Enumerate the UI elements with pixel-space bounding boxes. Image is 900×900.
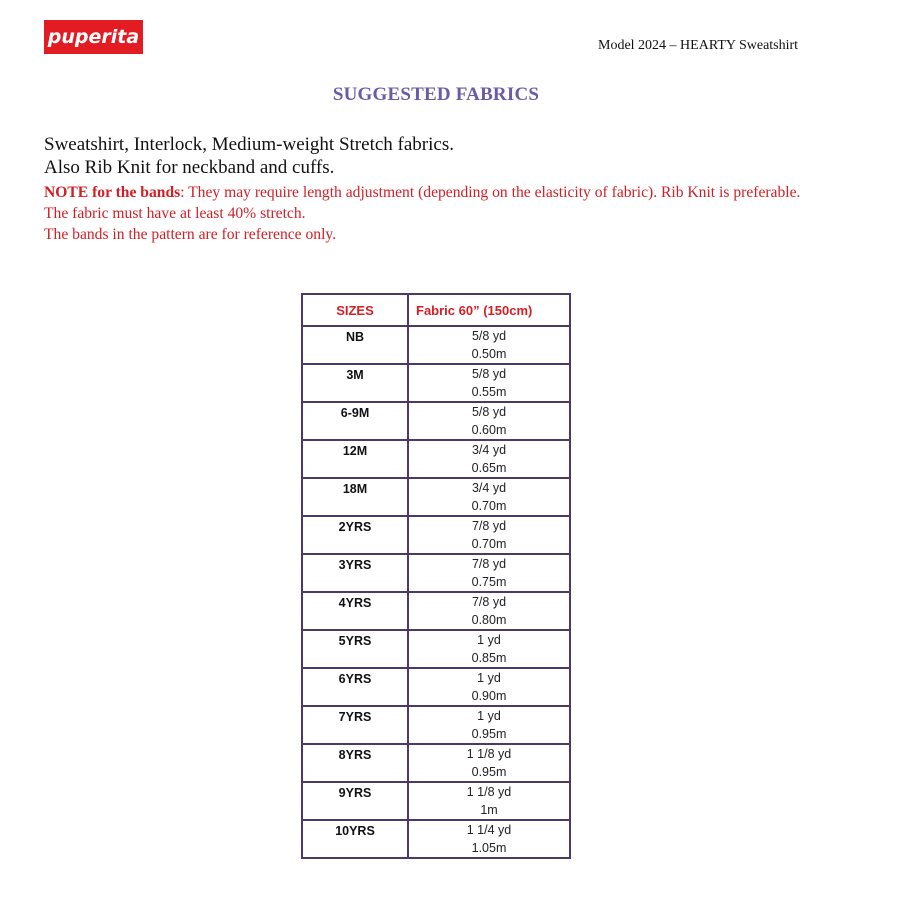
fabric-amount-cell bbox=[408, 554, 570, 592]
size-cell: 5YRS bbox=[302, 630, 408, 668]
size-cell: 6YRS bbox=[302, 668, 408, 706]
fabric-amount-cell bbox=[408, 592, 570, 630]
metric-value: 0.90m bbox=[471, 689, 507, 703]
yardage-value: 1 yd bbox=[477, 633, 501, 647]
metric-value: 0.70m bbox=[471, 499, 507, 513]
metric-value: 0.75m bbox=[471, 575, 507, 589]
table-row bbox=[302, 402, 570, 440]
fabric-amount-cell bbox=[408, 326, 570, 364]
metric-value: 0.95m bbox=[471, 765, 507, 779]
table-row bbox=[302, 592, 570, 630]
yardage-value: 5/8 yd bbox=[471, 329, 507, 343]
note-text: : They may require length adjustment (depending on the elasticity of fabric). Rib Knit is preferable. The fabric must have at least 40% stretch. bbox=[44, 184, 801, 222]
size-cell: 18M bbox=[302, 478, 408, 516]
fabric-amount-cell bbox=[408, 744, 570, 782]
table-row bbox=[302, 744, 570, 782]
note-label: NOTE for the bands bbox=[44, 184, 181, 201]
yardage-value: 3/4 yd bbox=[471, 481, 507, 495]
metric-value: 1m bbox=[480, 803, 498, 817]
size-cell: 12M bbox=[302, 440, 408, 478]
bands-note bbox=[44, 182, 824, 245]
fabric-amount-cell bbox=[408, 364, 570, 402]
yardage-value: 5/8 yd bbox=[471, 367, 507, 381]
size-cell: 9YRS bbox=[302, 782, 408, 820]
fabric-amount-cell bbox=[408, 440, 570, 478]
table-row bbox=[302, 554, 570, 592]
yardage-value: 5/8 yd bbox=[471, 405, 507, 419]
size-cell: 7YRS bbox=[302, 706, 408, 744]
table-row bbox=[302, 478, 570, 516]
fabric-amount-cell bbox=[408, 630, 570, 668]
table-header-row bbox=[302, 294, 570, 326]
table-row bbox=[302, 630, 570, 668]
table-row bbox=[302, 326, 570, 364]
size-cell: 2YRS bbox=[302, 516, 408, 554]
metric-value: 0.85m bbox=[471, 651, 507, 665]
yardage-value: 1 1/8 yd bbox=[466, 785, 512, 799]
yardage-value: 1 1/8 yd bbox=[466, 747, 512, 761]
metric-value: 0.55m bbox=[471, 385, 507, 399]
table-row bbox=[302, 820, 570, 858]
size-cell: 8YRS bbox=[302, 744, 408, 782]
model-title: Model 2024 – HEARTY Sweatshirt bbox=[598, 38, 799, 53]
size-cell: 3M bbox=[302, 364, 408, 402]
fabric-amount-cell bbox=[408, 820, 570, 858]
brand-logo: puperita bbox=[44, 20, 143, 54]
table-row bbox=[302, 706, 570, 744]
yardage-value: 7/8 yd bbox=[471, 557, 507, 571]
metric-value: 1.05m bbox=[471, 841, 507, 855]
size-cell: 10YRS bbox=[302, 820, 408, 858]
metric-value: 0.60m bbox=[471, 423, 507, 437]
size-cell: NB bbox=[302, 326, 408, 364]
yardage-value: 1 yd bbox=[477, 671, 501, 685]
table-row bbox=[302, 516, 570, 554]
fabric-intro bbox=[44, 133, 454, 179]
metric-value: 0.70m bbox=[471, 537, 507, 551]
fabric-amount-cell bbox=[408, 516, 570, 554]
metric-value: 0.65m bbox=[471, 461, 507, 475]
table-row bbox=[302, 782, 570, 820]
fabric-column-header: Fabric 60” (150cm) bbox=[408, 294, 570, 326]
yardage-value: 1 yd bbox=[477, 709, 501, 723]
sizes-column-header: SIZES bbox=[302, 294, 408, 326]
yardage-value: 1 1/4 yd bbox=[466, 823, 512, 837]
note-paragraph bbox=[44, 182, 824, 224]
note-reference-line: The bands in the pattern are for reference only. bbox=[44, 226, 337, 243]
size-cell: 4YRS bbox=[302, 592, 408, 630]
fabric-amount-cell bbox=[408, 402, 570, 440]
table-row bbox=[302, 668, 570, 706]
fabric-requirements-table bbox=[301, 293, 571, 859]
fabric-amount-cell bbox=[408, 668, 570, 706]
metric-value: 0.50m bbox=[471, 347, 507, 361]
yardage-value: 7/8 yd bbox=[471, 595, 507, 609]
yardage-value: 7/8 yd bbox=[471, 519, 507, 533]
intro-line-2: Also Rib Knit for neckband and cuffs. bbox=[44, 157, 335, 178]
fabric-amount-cell bbox=[408, 706, 570, 744]
metric-value: 0.80m bbox=[471, 613, 507, 627]
size-cell: 3YRS bbox=[302, 554, 408, 592]
table-row bbox=[302, 364, 570, 402]
fabric-amount-cell bbox=[408, 478, 570, 516]
size-cell: 6-9M bbox=[302, 402, 408, 440]
table-row bbox=[302, 440, 570, 478]
metric-value: 0.95m bbox=[471, 727, 507, 741]
page-title: SUGGESTED FABRICS bbox=[332, 84, 540, 105]
yardage-value: 3/4 yd bbox=[471, 443, 507, 457]
fabric-amount-cell bbox=[408, 782, 570, 820]
intro-line-1: Sweatshirt, Interlock, Medium-weight Stretch fabrics. bbox=[44, 134, 454, 155]
